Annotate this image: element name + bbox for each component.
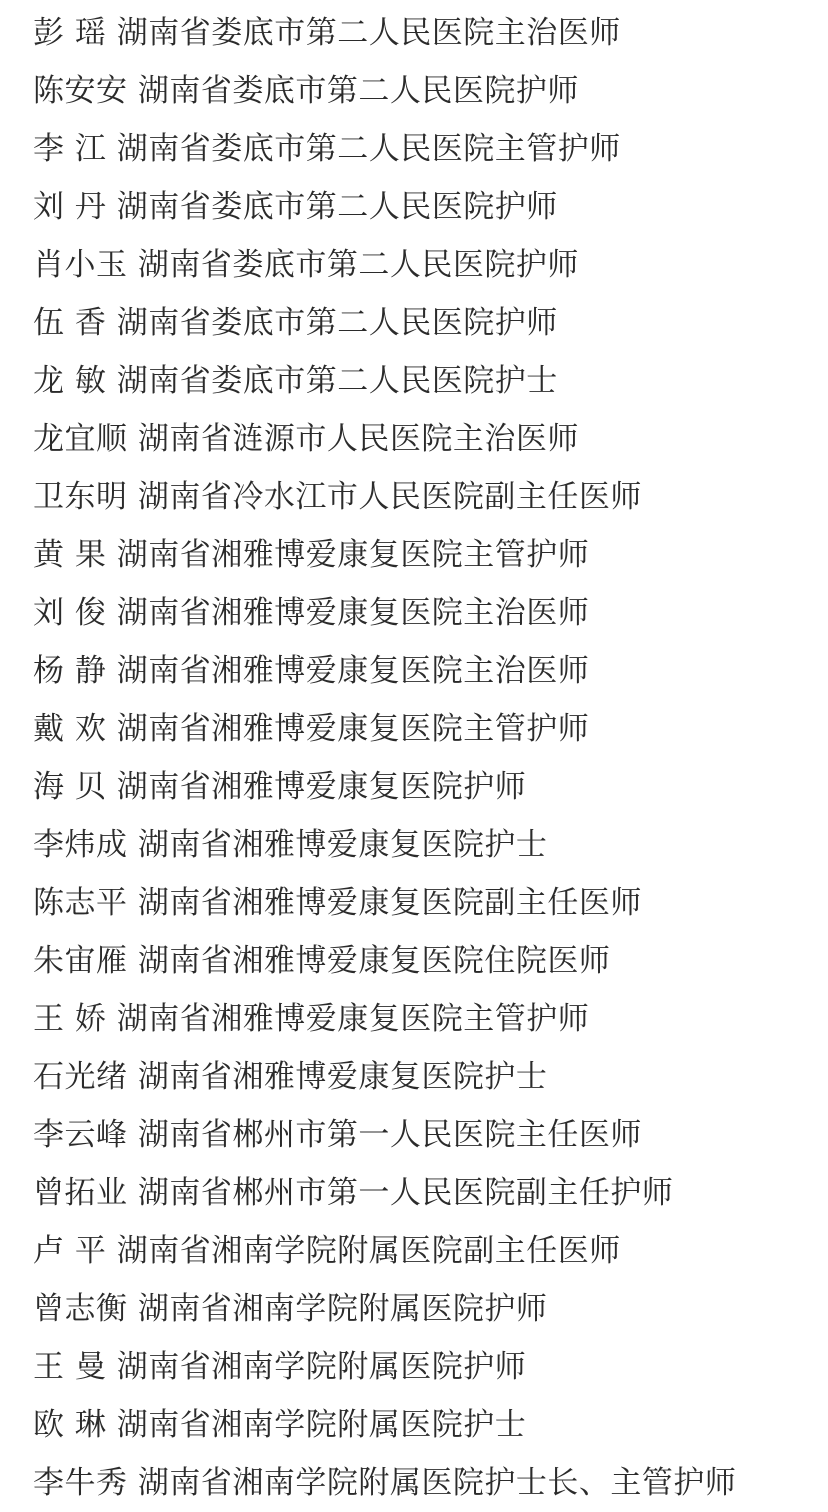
list-item: 曾拓业 湖南省郴州市第一人民医院副主任护师 [33, 1175, 674, 1211]
list-item: 杨 静 湖南省湘雅博爱康复医院主治医师 [33, 653, 590, 689]
list-item: 李炜成 湖南省湘雅博爱康复医院护士 [33, 827, 548, 863]
list-item: 刘 俊 湖南省湘雅博爱康复医院主治医师 [33, 595, 590, 631]
list-item: 欧 琳 湖南省湘南学院附属医院护士 [33, 1407, 527, 1443]
list-item: 王 娇 湖南省湘雅博爱康复医院主管护师 [33, 1001, 590, 1037]
list-item: 李 江 湖南省娄底市第二人民医院主管护师 [33, 131, 621, 167]
list-item: 卫东明 湖南省冷水江市人民医院副主任医师 [33, 479, 642, 515]
list-item: 李牛秀 湖南省湘南学院附属医院护士长、主管护师 [33, 1465, 737, 1501]
list-item: 彭 瑶 湖南省娄底市第二人民医院主治医师 [33, 15, 621, 51]
list-item: 龙宜顺 湖南省涟源市人民医院主治医师 [33, 421, 579, 457]
list-item: 朱宙雁 湖南省湘雅博爱康复医院住院医师 [33, 943, 611, 979]
list-item: 李云峰 湖南省郴州市第一人民医院主任医师 [33, 1117, 642, 1153]
list-item: 肖小玉 湖南省娄底市第二人民医院护师 [33, 247, 579, 283]
list-item: 曾志衡 湖南省湘南学院附属医院护师 [33, 1291, 548, 1327]
list-item: 伍 香 湖南省娄底市第二人民医院护师 [33, 305, 558, 341]
list-item: 石光绪 湖南省湘雅博爱康复医院护士 [33, 1059, 548, 1095]
list-item: 陈安安 湖南省娄底市第二人民医院护师 [33, 73, 579, 109]
list-item: 龙 敏 湖南省娄底市第二人民医院护士 [33, 363, 558, 399]
list-item: 戴 欢 湖南省湘雅博爱康复医院主管护师 [33, 711, 590, 747]
list-item: 黄 果 湖南省湘雅博爱康复医院主管护师 [33, 537, 590, 573]
list-item: 海 贝 湖南省湘雅博爱康复医院护师 [33, 769, 527, 805]
list-item: 王 曼 湖南省湘南学院附属医院护师 [33, 1349, 527, 1385]
list-item: 刘 丹 湖南省娄底市第二人民医院护师 [33, 189, 558, 225]
list-item: 陈志平 湖南省湘雅博爱康复医院副主任医师 [33, 885, 642, 921]
list-item: 卢 平 湖南省湘南学院附属医院副主任医师 [33, 1233, 621, 1269]
staff-list [33, 4, 823, 1512]
